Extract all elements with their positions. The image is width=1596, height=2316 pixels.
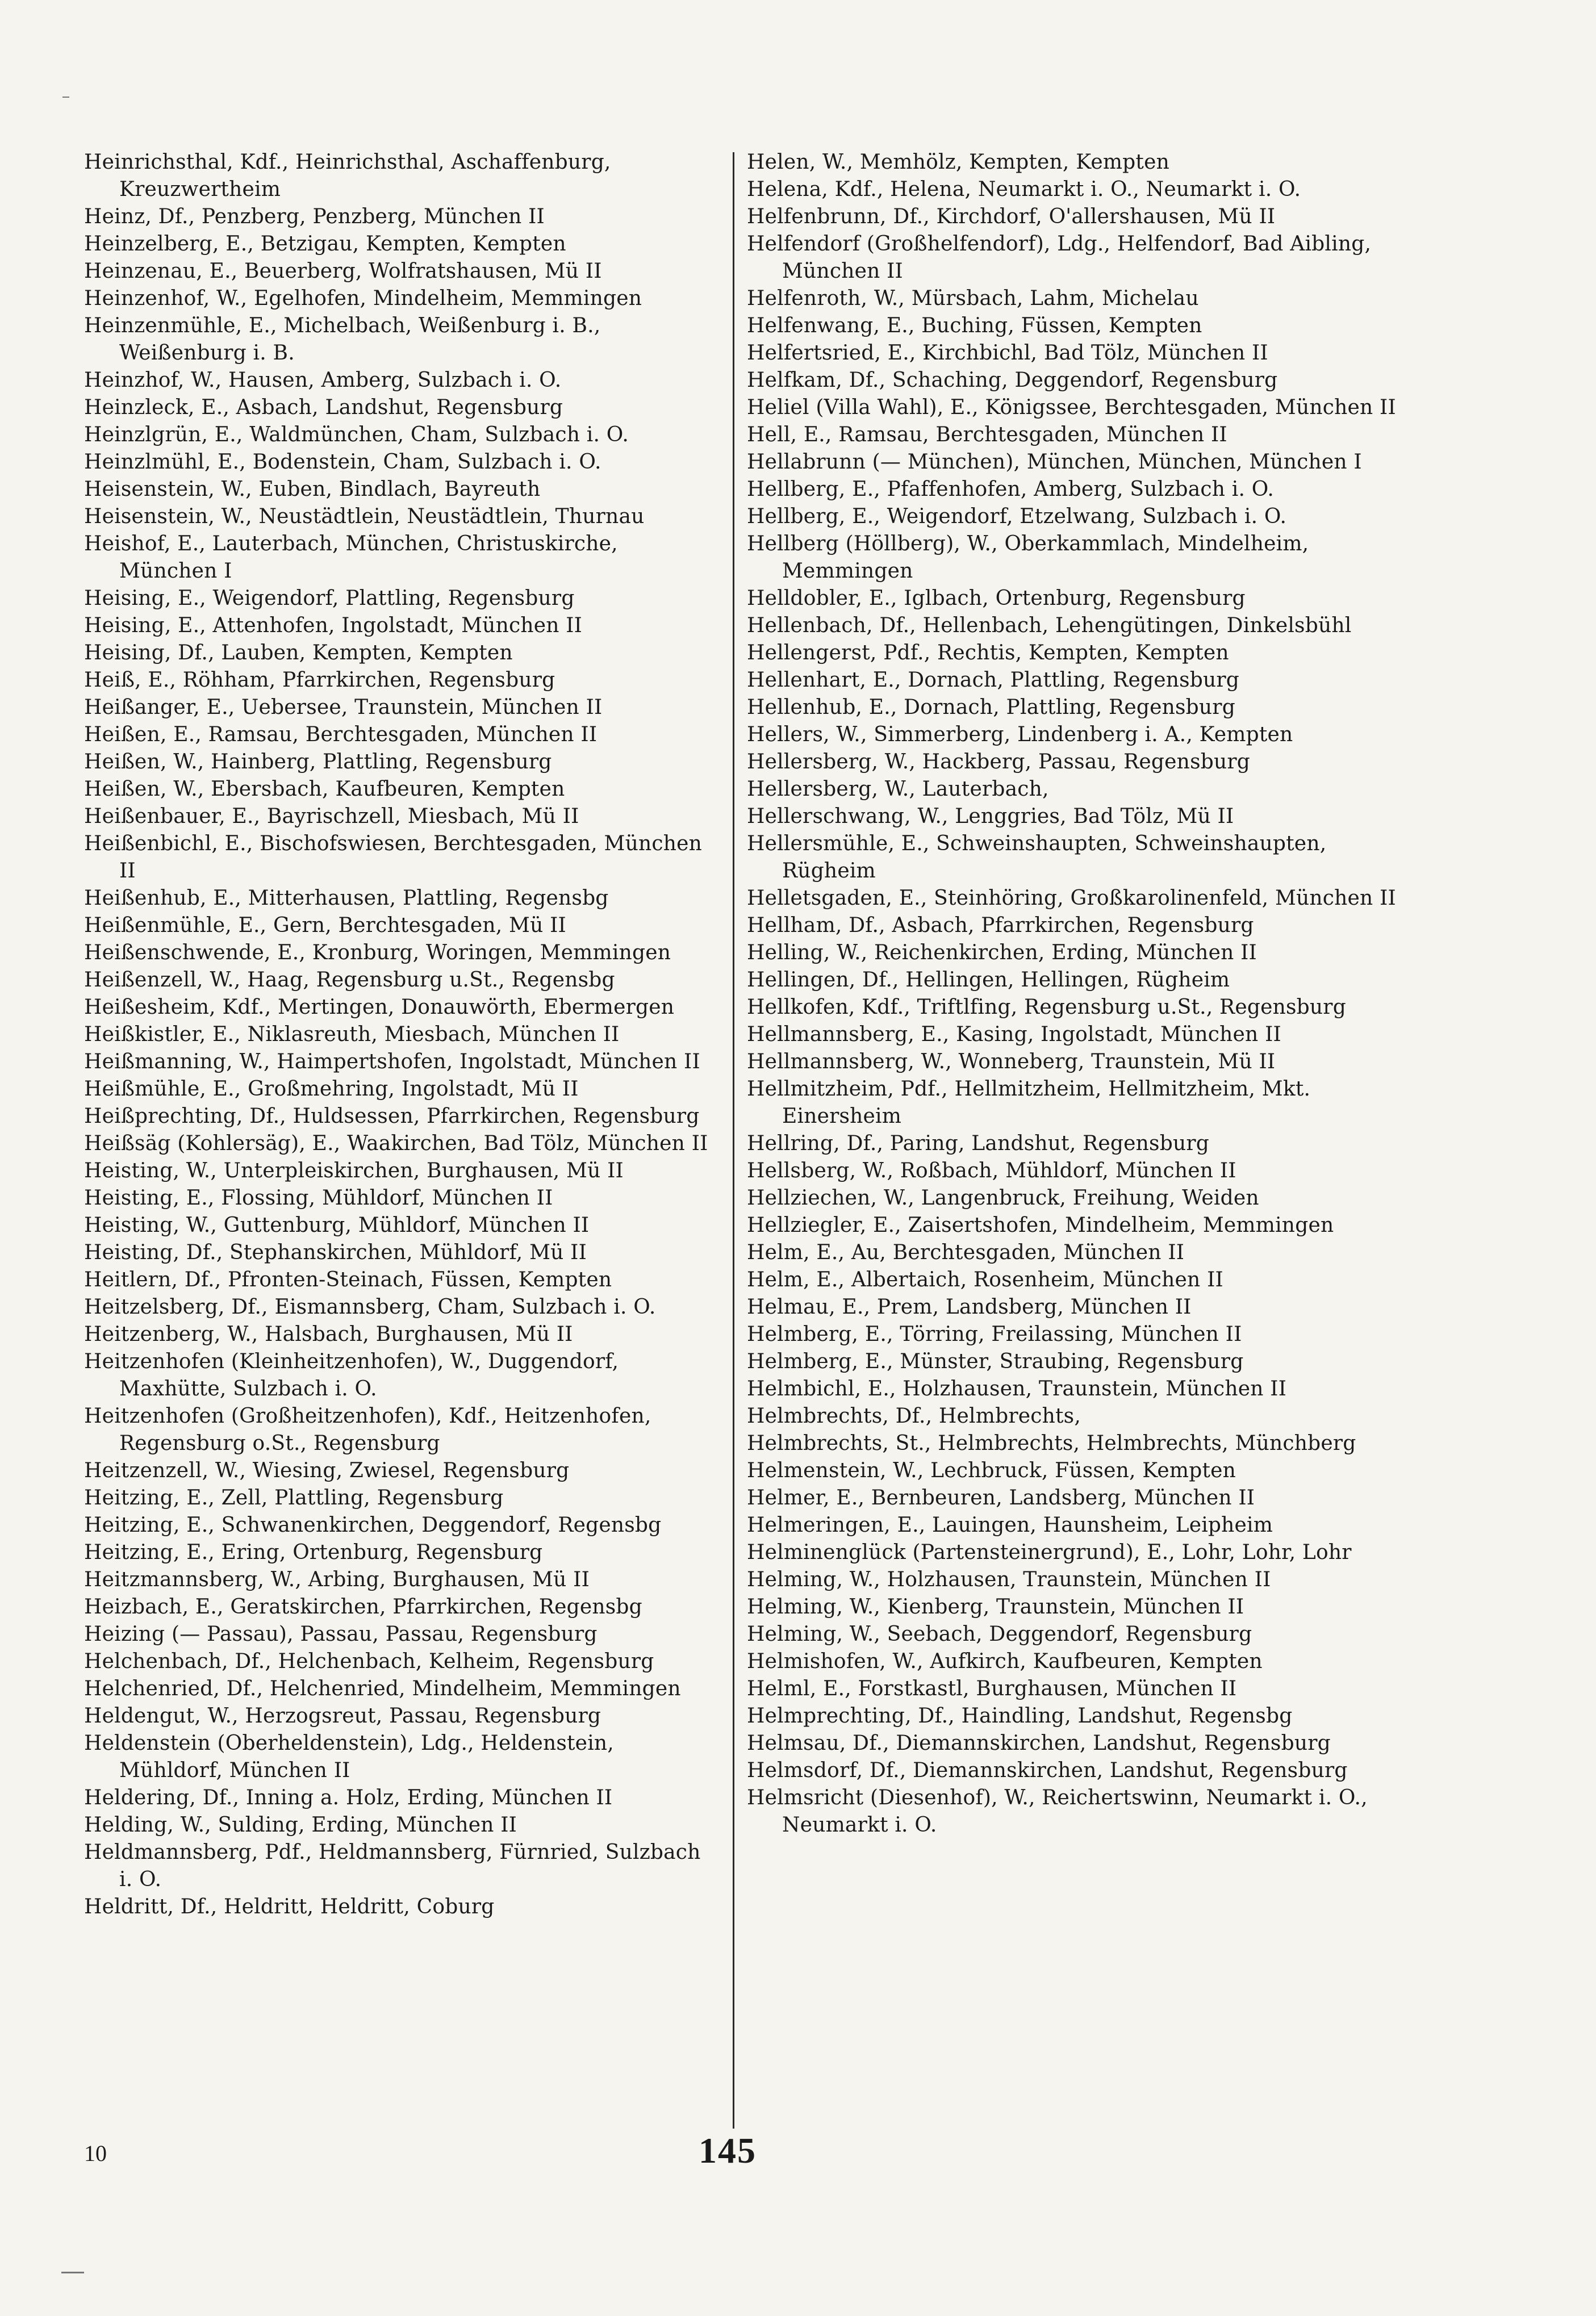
gazetteer-entry: Helling, W., Reichenkirchen, Erding, München II [747, 941, 1257, 964]
gazetteer-entry: Hellers, W., Simmerberg, Lindenberg i. A., Kempten [747, 723, 1293, 746]
gazetteer-entry: Hellsberg, W., Roßbach, Mühldorf, München II [747, 1159, 1236, 1182]
gazetteer-entry: Helmbichl, E., Holzhausen, Traunstein, München II [747, 1377, 1287, 1401]
gazetteer-entry: Heising, Df., Lauben, Kempten, Kempten [84, 641, 513, 664]
gazetteer-entry: Heisting, Df., Stephanskirchen, Mühldorf, Mü II [84, 1241, 587, 1264]
gazetteer-entry: Hellkofen, Kdf., Triftlfing, Regensburg u.St., Regensburg [747, 996, 1346, 1019]
gazetteer-entry: Heitzelsberg, Df., Eismannsberg, Cham, Sulzbach i. O. [84, 1295, 656, 1319]
gazetteer-entry: Helfenbrunn, Df., Kirchdorf, O'allershausen, Mü II [747, 205, 1276, 228]
gazetteer-entry: Helmbrechts, St., Helmbrechts, Helmbrechts, Münchberg [747, 1432, 1356, 1455]
gazetteer-entry: Heißmühle, E., Großmehring, Ingolstadt, Mü II [84, 1077, 579, 1101]
gazetteer-entry: Heizbach, E., Geratskirchen, Pfarrkirchen, Regensbg [84, 1595, 642, 1619]
gazetteer-entry: Heißenbauer, E., Bayrischzell, Miesbach, Mü II [84, 805, 579, 828]
gazetteer-entry: Helfertsried, E., Kirchbichl, Bad Tölz, München II [747, 341, 1268, 365]
gazetteer-entry: Heitzing, E., Schwanenkirchen, Deggendorf, Regensbg [84, 1514, 662, 1537]
gazetteer-entry: Heisenstein, W., Euben, Bindlach, Bayreuth [84, 478, 541, 501]
gazetteer-entry: Heinzelberg, E., Betzigau, Kempten, Kempten [84, 232, 566, 256]
gazetteer-entry: Heinz, Df., Penzberg, Penzberg, München II [84, 205, 545, 228]
gazetteer-entry: Helmsau, Df., Diemannskirchen, Landshut, Regensburg [747, 1732, 1331, 1755]
gazetteer-entry: Helmbrechts, Df., Helmbrechts, [747, 1404, 1081, 1428]
gazetteer-entry: Heißkistler, E., Niklasreuth, Miesbach, München II [84, 1023, 620, 1046]
gazetteer-entry: Helmsdorf, Df., Diemannskirchen, Landshut, Regensburg [747, 1759, 1348, 1782]
gazetteer-entry: Heising, E., Weigendorf, Plattling, Regensburg [84, 587, 575, 610]
gazetteer-entry: Helminenglück (Partensteinergrund), E., Lohr, Lohr, Lohr [747, 1541, 1352, 1564]
gazetteer-entry: Heldritt, Df., Heldritt, Heldritt, Coburg [84, 1895, 495, 1918]
gazetteer-entry: Heinzlmühl, E., Bodenstein, Cham, Sulzbach i. O. [84, 450, 601, 474]
gazetteer-entry: Heitlern, Df., Pfronten-Steinach, Füssen, Kempten [84, 1268, 612, 1291]
gazetteer-entry: Helfkam, Df., Schaching, Deggendorf, Regensburg [747, 369, 1278, 392]
gazetteer-entry: Heisting, E., Flossing, Mühldorf, München II [84, 1186, 553, 1210]
gazetteer-entry: Hellberg (Höllberg), W., Oberkammlach, Mindelheim, Memmingen [747, 532, 1309, 583]
gazetteer-entry: Heisting, W., Unterpleiskirchen, Burghausen, Mü II [84, 1159, 624, 1182]
footer-signature-number: 10 [84, 2141, 107, 2166]
gazetteer-entry: Heitzenhofen (Großheitzenhofen), Kdf., Heitzenhofen, Regensburg o.St., Regensburg [84, 1404, 651, 1455]
gazetteer-entry: Heißen, W., Ebersbach, Kaufbeuren, Kempten [84, 777, 565, 801]
gazetteer-entry: Heinzenmühle, E., Michelbach, Weißenburg i. B., Weißenburg i. B. [84, 314, 601, 365]
gazetteer-entry: Hellmannsberg, W., Wonneberg, Traunstein, Mü II [747, 1050, 1276, 1073]
gazetteer-entry: Helmberg, E., Törring, Freilassing, München II [747, 1323, 1242, 1346]
gazetteer-entry: Heitzing, E., Zell, Plattling, Regensburg [84, 1486, 504, 1510]
gazetteer-entry: Hellenhart, E., Dornach, Plattling, Regensburg [747, 668, 1240, 692]
gazetteer-entry: Hellring, Df., Paring, Landshut, Regensburg [747, 1132, 1210, 1155]
gazetteer-entry: Heisenstein, W., Neustädtlein, Neustädtlein, Thurnau [84, 505, 645, 528]
gazetteer-entry: Helchenried, Df., Helchenried, Mindelheim, Memmingen [84, 1677, 681, 1700]
gazetteer-entry: Hellenbach, Df., Hellenbach, Lehengütingen, Dinkelsbühl [747, 614, 1352, 637]
gazetteer-entry: Helldobler, E., Iglbach, Ortenburg, Regensburg [747, 587, 1246, 610]
gazetteer-entry: Heisting, W., Guttenburg, Mühldorf, München II [84, 1214, 590, 1237]
gazetteer-entry: Heißen, W., Hainberg, Plattling, Regensburg [84, 750, 552, 774]
gazetteer-entry: Hellersberg, W., Hackberg, Passau, Regensburg [747, 750, 1251, 774]
gazetteer-entry: Helfendorf (Großhelfendorf), Ldg., Helfendorf, Bad Aibling, München II [747, 232, 1372, 283]
gazetteer-entry: Helmeringen, E., Lauingen, Haunsheim, Leipheim [747, 1514, 1273, 1537]
gazetteer-entry: Heinzenau, E., Beuerberg, Wolfratshausen, Mü II [84, 260, 602, 283]
gazetteer-entry: Heißmanning, W., Haimpertshofen, Ingolstadt, München II [84, 1050, 700, 1073]
gazetteer-entry: Hellberg, E., Pfaffenhofen, Amberg, Sulzbach i. O. [747, 478, 1275, 501]
gazetteer-entry: Helchenbach, Df., Helchenbach, Kelheim, Regensburg [84, 1650, 654, 1673]
gazetteer-entry: Heldenstein (Oberheldenstein), Ldg., Heldenstein, Mühldorf, München II [84, 1732, 614, 1782]
gazetteer-entry: Heldering, Df., Inning a. Holz, Erding, München II [84, 1786, 613, 1809]
page-number: 145 [699, 2130, 757, 2171]
gazetteer-entry: Helfenwang, E., Buching, Füssen, Kempten [747, 314, 1202, 337]
gazetteer-entry: Helmberg, E., Münster, Straubing, Regensburg [747, 1350, 1244, 1373]
gazetteer-entry: Heishof, E., Lauterbach, München, Christuskirche, München I [84, 532, 618, 583]
gazetteer-entry: Helmer, E., Bernbeuren, Landsberg, München II [747, 1486, 1255, 1510]
gazetteer-entry: Helmprechting, Df., Haindling, Landshut, Regensbg [747, 1704, 1293, 1728]
gazetteer-entry: Helm, E., Albertaich, Rosenheim, München II [747, 1268, 1223, 1291]
gazetteer-entry: Hellham, Df., Asbach, Pfarrkirchen, Regensburg [747, 914, 1254, 937]
gazetteer-entry: Heißesheim, Kdf., Mertingen, Donauwörth, Ebermergen [84, 996, 675, 1019]
right-column [747, 149, 1414, 1839]
gazetteer-entry: Hellersberg, W., Lauterbach, [747, 777, 1049, 801]
gazetteer-entry: Heinzhof, W., Hausen, Amberg, Sulzbach i. O. [84, 369, 562, 392]
gazetteer-entry: Helml, E., Forstkastl, Burghausen, München II [747, 1677, 1237, 1700]
gazetteer-entry: Heißenhub, E., Mitterhausen, Plattling, Regensbg [84, 887, 609, 910]
gazetteer-entry: Heiß, E., Röhham, Pfarrkirchen, Regensburg [84, 668, 555, 692]
gazetteer-entry: Hellziechen, W., Langenbruck, Freihung, Weiden [747, 1186, 1259, 1210]
gazetteer-entry: Heißsäg (Kohlersäg), E., Waakirchen, Bad Tölz, München II [84, 1132, 708, 1155]
gazetteer-entry: Hellmitzheim, Pdf., Hellmitzheim, Hellmitzheim, Mkt. Einersheim [747, 1077, 1311, 1128]
column-divider [733, 152, 734, 2129]
gazetteer-entry: Helm, E., Au, Berchtesgaden, München II [747, 1241, 1185, 1264]
gazetteer-entry: Heitzenberg, W., Halsbach, Burghausen, Mü II [84, 1323, 573, 1346]
gazetteer-entry: Hellerschwang, W., Lenggries, Bad Tölz, Mü II [747, 805, 1234, 828]
gazetteer-entry: Hellenhub, E., Dornach, Plattling, Regensburg [747, 696, 1235, 719]
gazetteer-entry: Hellingen, Df., Hellingen, Hellingen, Rügheim [747, 968, 1230, 992]
scan-mark-top [62, 97, 69, 98]
gazetteer-entry: Hellziegler, E., Zaisertshofen, Mindelheim, Memmingen [747, 1214, 1334, 1237]
scan-mark-bottom [61, 2272, 84, 2273]
gazetteer-entry: Heinrichsthal, Kdf., Heinrichsthal, Aschaffenburg, Kreuzwertheim [84, 151, 611, 201]
gazetteer-entry: Heldengut, W., Herzogsreut, Passau, Regensburg [84, 1704, 601, 1728]
gazetteer-entry: Hellberg, E., Weigendorf, Etzelwang, Sulzbach i. O. [747, 505, 1287, 528]
gazetteer-entry: Helmenstein, W., Lechbruck, Füssen, Kempten [747, 1459, 1236, 1482]
gazetteer-entry: Heißenschwende, E., Kronburg, Woringen, Memmingen [84, 941, 671, 964]
gazetteer-entry: Helen, W., Memhölz, Kempten, Kempten [747, 151, 1169, 174]
gazetteer-entry: Helming, W., Holzhausen, Traunstein, München II [747, 1568, 1271, 1591]
gazetteer-entry: Heising, E., Attenhofen, Ingolstadt, München II [84, 614, 583, 637]
gazetteer-entry: Heldmannsberg, Pdf., Heldmannsberg, Fürnried, Sulzbach i. O. [84, 1841, 701, 1891]
gazetteer-entry: Helmsricht (Diesenhof), W., Reichertswinn, Neumarkt i. O., Neumarkt i. O. [747, 1786, 1368, 1837]
gazetteer-entry: Heißenbichl, E., Bischofswiesen, Berchtesgaden, München II [84, 832, 702, 883]
gazetteer-entry: Heinzlgrün, E., Waldmünchen, Cham, Sulzbach i. O. [84, 423, 629, 446]
gazetteer-entry: Helfenroth, W., Mürsbach, Lahm, Michelau [747, 287, 1199, 310]
gazetteer-entry: Hell, E., Ramsau, Berchtesgaden, München II [747, 423, 1227, 446]
gazetteer-entry: Heinzenhof, W., Egelhofen, Mindelheim, Memmingen [84, 287, 642, 310]
gazetteer-entry: Heißenmühle, E., Gern, Berchtesgaden, Mü II [84, 914, 566, 937]
gazetteer-entry: Hellmannsberg, E., Kasing, Ingolstadt, München II [747, 1023, 1281, 1046]
gazetteer-entry: Hellabrunn (— München), München, München, München I [747, 450, 1362, 474]
gazetteer-entry: Helletsgaden, E., Steinhöring, Großkarolinenfeld, München II [747, 887, 1396, 910]
left-column [84, 149, 720, 1921]
gazetteer-entry: Helming, W., Seebach, Deggendorf, Regensburg [747, 1623, 1252, 1646]
gazetteer-entry: Helmau, E., Prem, Landsberg, München II [747, 1295, 1192, 1319]
gazetteer-entry: Helding, W., Sulding, Erding, München II [84, 1813, 517, 1837]
gazetteer-entry: Heißanger, E., Uebersee, Traunstein, München II [84, 696, 603, 719]
gazetteer-entry: Helmishofen, W., Aufkirch, Kaufbeuren, Kempten [747, 1650, 1263, 1673]
gazetteer-entry: Hellengerst, Pdf., Rechtis, Kempten, Kempten [747, 641, 1229, 664]
gazetteer-entry: Heinzleck, E., Asbach, Landshut, Regensburg [84, 396, 563, 419]
gazetteer-entry: Heitzing, E., Ering, Ortenburg, Regensburg [84, 1541, 543, 1564]
gazetteer-entry: Heißenzell, W., Haag, Regensburg u.St., Regensbg [84, 968, 615, 992]
gazetteer-entry: Hellersmühle, E., Schweinshaupten, Schweinshaupten, Rügheim [747, 832, 1327, 883]
gazetteer-entry: Helming, W., Kienberg, Traunstein, München II [747, 1595, 1244, 1619]
gazetteer-entry: Heißprechting, Df., Huldsessen, Pfarrkirchen, Regensburg [84, 1105, 700, 1128]
gazetteer-entry: Heitzenhofen (Kleinheitzenhofen), W., Duggendorf, Maxhütte, Sulzbach i. O. [84, 1350, 619, 1401]
gazetteer-entry: Heitzmannsberg, W., Arbing, Burghausen, Mü II [84, 1568, 590, 1591]
gazetteer-entry: Heitzenzell, W., Wiesing, Zwiesel, Regensburg [84, 1459, 570, 1482]
gazetteer-entry: Heizing (— Passau), Passau, Passau, Regensburg [84, 1623, 598, 1646]
gazetteer-entry: Heliel (Villa Wahl), E., Königssee, Berchtesgaden, München II [747, 396, 1396, 419]
gazetteer-entry: Heißen, E., Ramsau, Berchtesgaden, München II [84, 723, 598, 746]
gazetteer-entry: Helena, Kdf., Helena, Neumarkt i. O., Neumarkt i. O. [747, 178, 1301, 201]
